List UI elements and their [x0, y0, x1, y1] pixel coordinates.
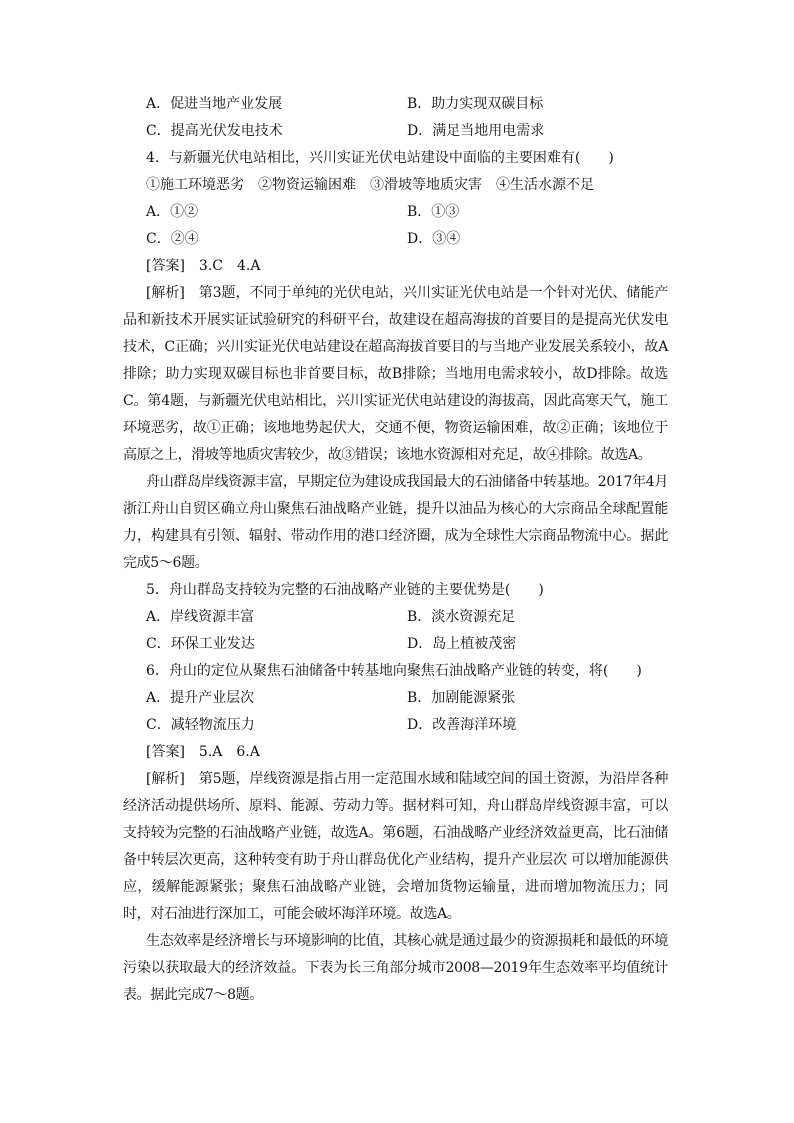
q5-options-row-1 [123, 604, 668, 631]
q6-options-row-2 [123, 712, 668, 739]
material-7-8: 生态效率是经济增长与环境影响的比值，其核心就是通过最少的资源损耗和最低的环境污染以获取最大的经济效益。下表为长三角部分城市2008—2019年生态效率平均值统计表。据此完成7～8题。 [123, 933, 668, 1003]
q3-option-c: C．提高光伏发电技术 [146, 123, 283, 139]
answer-3-4: [答案] 3.C 4.A [146, 258, 261, 274]
q5-options-row-2 [123, 631, 668, 658]
q4-option-d: D．③④ [407, 231, 461, 247]
analysis-5-6: [解析] 第5题，岸线资源是指占用一定范围水域和陆域空间的国土资源，为沿岸各种经济活动提供场所、原料、能源、劳动力等。据材料可知，舟山群岛岸线资源丰富，可以支持较为完整的石油战略产业链，故选A。第6题，石油战略产业经济效益更高，比石油储备中转层次更高，这种转变有助于舟山群岛优化产业结构，提升产业层次 可以增加能源供应，缓解能源紧张；聚焦石油战略产业链，会增加货物运输量，进而增加物流压力；同时，对石油进行深加工，可能会破坏海洋环境。故选A。 [123, 771, 668, 922]
answer-5-6: [答案] 5.A 6.A [146, 744, 260, 760]
q5-option-c: C．环保工业发达 [146, 636, 255, 652]
q4-options-row-2 [123, 226, 668, 253]
q3-option-b: B．助力实现双碳目标 [407, 96, 544, 112]
material-5-6: 舟山群岛岸线资源丰富，早期定位为建设成我国最大的石油储备中转基地。2017年4月浙江舟山自贸区确立舟山聚焦石油战略产业链，提升以油品为核心的大宗商品全球配置能力，构建具有引领、辐射、带动作用的港口经济圈，成为全球性大宗商品物流中心。据此完成5～6题。 [123, 474, 668, 571]
q4-option-c: C．②④ [146, 231, 199, 247]
q5-option-b: B．淡水资源充足 [407, 609, 516, 625]
q3-option-a: A．促进当地产业发展 [146, 96, 283, 112]
q3-option-d: D．满足当地用电需求 [407, 123, 545, 139]
q6-stem: 6．舟山的定位从聚焦石油储备中转基地向聚焦石油战略产业链的转变，将( ) [146, 663, 642, 679]
q5-option-d: D．岛上植被茂密 [407, 636, 517, 652]
q6-options-row-1 [123, 685, 668, 712]
q6-option-d: D．改善海洋环境 [407, 717, 517, 733]
q5-stem: 5．舟山群岛支持较为完整的石油战略产业链的主要优势是( ) [146, 582, 544, 598]
page-content [123, 91, 668, 1009]
q4-options-row-1 [123, 199, 668, 226]
q6-option-c: C．减轻物流压力 [146, 717, 255, 733]
q4-items: ①施工环境恶劣 ②物资运输困难 ③滑坡等地质灾害 ④生活水源不足 [146, 177, 594, 193]
q4-stem: 4．与新疆光伏电站相比，兴川实证光伏电站建设中面临的主要困难有( ) [146, 150, 614, 166]
analysis-3-4: [解析] 第3题，不同于单纯的光伏电站，兴川实证光伏电站是一个针对光伏、储能产品和新技术开展实证试验研究的科研平台，故建设在超高海拔的首要目的是提高光伏发电技术，C正确；兴川实证光伏电站建设在超高海拔首要目的与当地产业发展关系较小，故A排除；助力实现双碳目标也非首要目标，故B排除；当地用电需求较小，故D排除。故选C。第4题，与新疆光伏电站相比，兴川实证光伏电站建设的海拔高，因此高寒天气，施工环境恶劣，故①正确；该地地势起伏大，交通不便，物资运输困难，故②正确；该地位于高原之上，滑坡等地质灾害较少，故③错误；该地水资源相对充足，故④排除。故选A。 [123, 285, 668, 463]
q3-options-row-1 [123, 91, 668, 118]
q6-option-a: A．提升产业层次 [146, 690, 255, 706]
q4-option-b: B．①③ [407, 204, 460, 220]
q6-option-b: B．加剧能源紧张 [407, 690, 516, 706]
q3-options-row-2 [123, 118, 668, 145]
q5-option-a: A．岸线资源丰富 [146, 609, 255, 625]
q4-option-a: A．①② [146, 204, 199, 220]
